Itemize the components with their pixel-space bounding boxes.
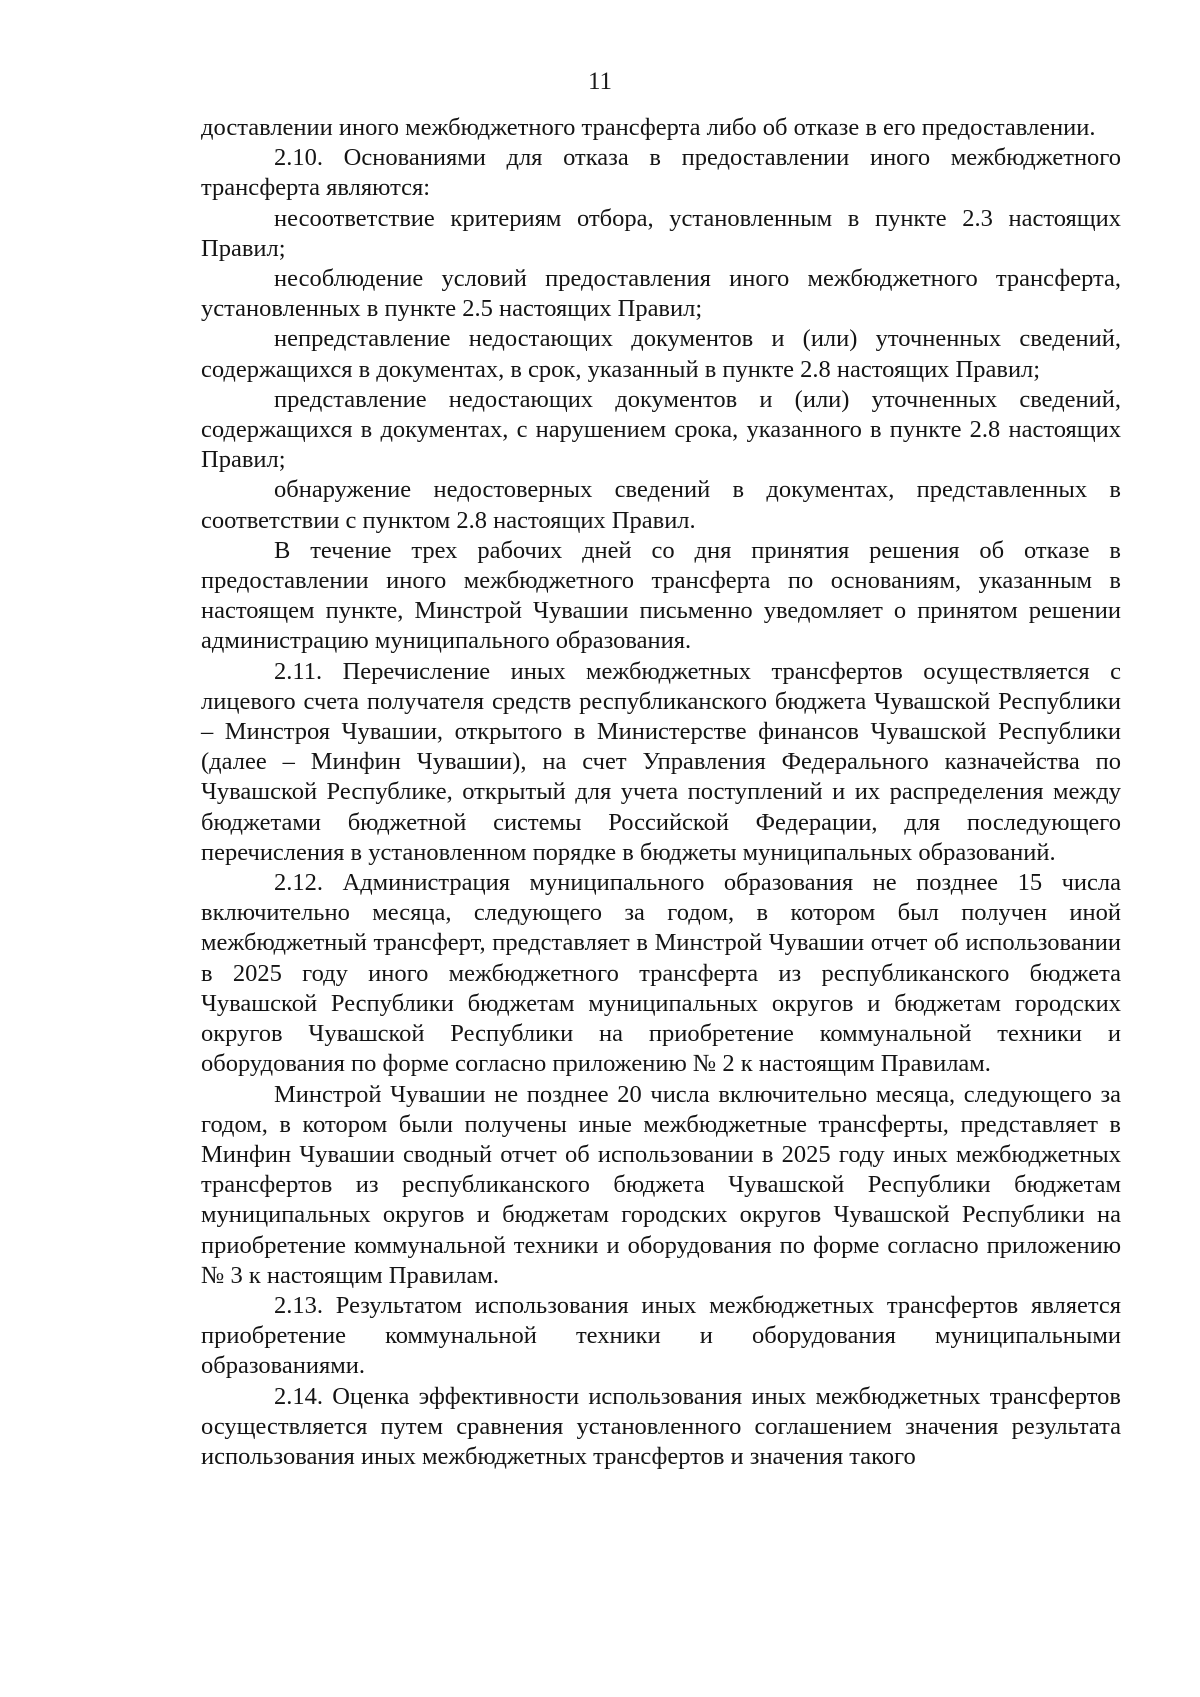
paragraph: 2.12. Администрация муниципального образования не позднее 15 числа включительно месяца, следующего за годом, в котором был получен иной межбюджетный трансферт, представляет в Минстрой Чувашии отчет об использовании в 2025 году иного межбюджетного трансферта из республиканского бюджета Чувашской Республики бюджетам муниципальных округов и бюджетам городских округов Чувашской Республики на приобретение коммунальной техники и оборудования по форме согласно приложению № 2 к настоящим Правилам. <box>201 869 1121 1078</box>
paragraph: 2.10. Основаниями для отказа в предоставлении иного межбюджетного трансферта являются: <box>201 144 1121 202</box>
paragraph: 2.14. Оценка эффективности использования иных межбюджетных трансфертов осуществляется путем сравнения установленного соглашением значения результата использования иных межбюджетных трансфертов и значения такого <box>201 1382 1121 1470</box>
paragraph: 2.13. Результатом использования иных межбюджетных трансфертов является приобретение коммунальной техники и оборудования муниципальными образованиями. <box>201 1291 1121 1380</box>
page-number: 11 <box>587 68 613 95</box>
paragraph: несоблюдение условий предоставления иного межбюджетного трансферта, установленных в пункте 2.5 настоящих Правил; <box>201 265 1121 323</box>
paragraph: представление недостающих документов и (или) уточненных сведений, содержащихся в документах, с нарушением срока, указанного в пункте 2.8 настоящих Правил; <box>201 385 1121 474</box>
paragraph: обнаружение недостоверных сведений в документах, представленных в соответствии с пунктом 2.8 настоящих Правил. <box>201 476 1121 534</box>
paragraph: 2.11. Перечисление иных межбюджетных трансфертов осуществляется с лицевого счета получателя средств республиканского бюджета Чувашской Республики – Минстроя Чувашии, открытого в Министерстве финансов Чувашской Республики (далее – Минфин Чувашии), на счет Управления Федерального казначейства по Чувашской Республике, открытый для учета поступлений и их распределения между бюджетами бюджетной системы Российской Федерации, для последующего перечисления в установленном порядке в бюджеты муниципальных образований. <box>201 657 1121 866</box>
paragraph: В течение трех рабочих дней со дня принятия решения об отказе в предоставлении иного межбюджетного трансферта по основаниям, указанным в настоящем пункте, Минстрой Чувашии письменно уведомляет о принятом решении администрацию муниципального образования. <box>201 536 1121 655</box>
document-body <box>201 113 1121 1472</box>
paragraph: Минстрой Чувашии не позднее 20 числа включительно месяца, следующего за годом, в котором были получены иные межбюджетные трансферты, представляет в Минфин Чувашии сводный отчет об использовании в 2025 году иных межбюджетных трансфертов из республиканского бюджета Чувашской Республики бюджетам муниципальных округов и бюджетам городских округов Чувашской Республики на приобретение коммунальной техники и оборудования по форме согласно приложению № 3 к настоящим Правилам. <box>201 1080 1121 1289</box>
paragraph: несоответствие критериям отбора, установленным в пункте 2.3 настоящих Правил; <box>201 204 1121 262</box>
paragraph: непредставление недостающих документов и (или) уточненных сведений, содержащихся в документах, в срок, указанный в пункте 2.8 настоящих Правил; <box>201 325 1121 383</box>
paragraph: доставлении иного межбюджетного трансферта либо об отказе в его предоставлении. <box>201 114 1096 141</box>
